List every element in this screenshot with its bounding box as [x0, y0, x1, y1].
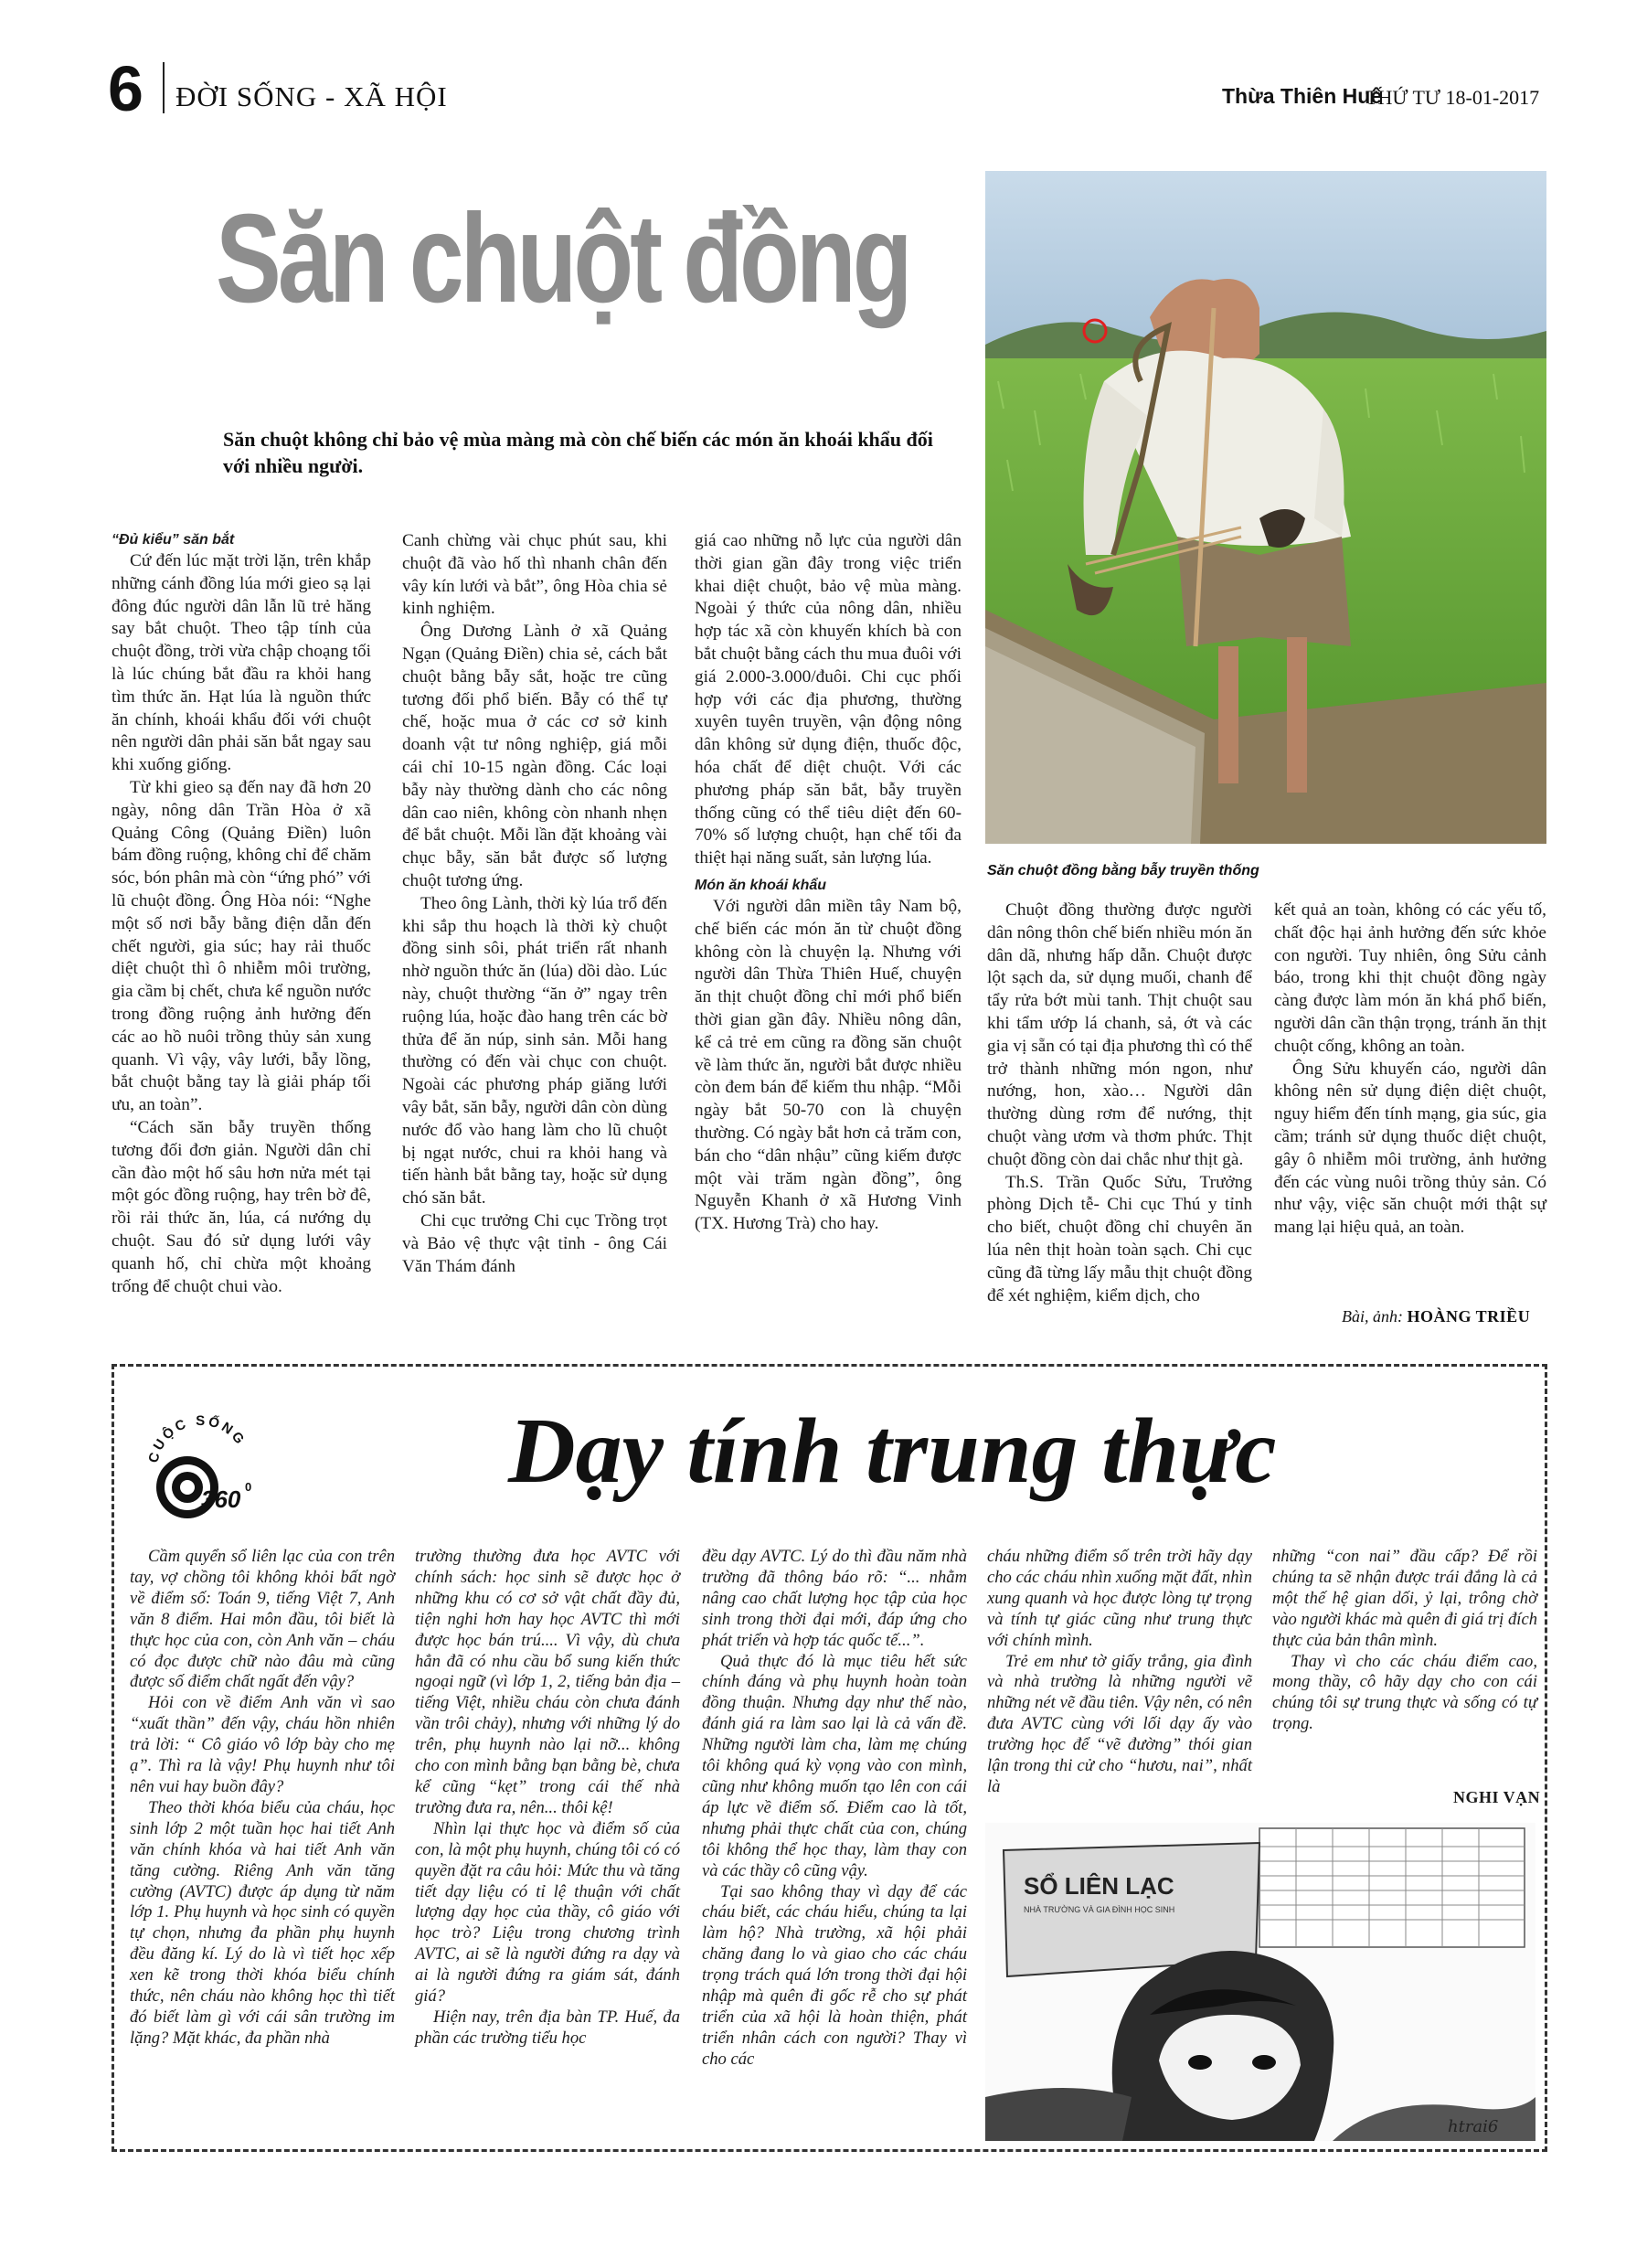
article-column-2: [402, 530, 667, 1278]
paragraph: Quả thực đó là mục tiêu hết sức chính đáng và phụ huynh hoàn toàn đồng thuận. Nhưng dạy như thế nào, đánh giá ra làm sao lại là cả vấn đề. Những người làm cha, làm mẹ chúng tôi không quá kỳ vọng vào con mình, cũng như không muốn tạo lên con cái áp lực về điểm số. Điểm cao là tốt, nhưng phải thực chất của con, chúng tôi không thể học thay, làm thay con và các thầy cô cũng vậy.: [702, 1651, 967, 1880]
author-name: HOÀNG TRIỀU: [1407, 1307, 1531, 1326]
notebook-subtitle: NHÀ TRƯỜNG VÀ GIA ĐÌNH HỌC SINH: [1024, 1905, 1175, 1914]
section-title: ĐỜI SỐNG - XÃ HỘI: [175, 80, 448, 112]
header-divider: [163, 62, 165, 113]
paragraph: Hiện nay, trên địa bàn TP. Huế, đa phần các trường tiểu học: [415, 2007, 680, 2048]
paragraph: cháu những điểm số trên trời hãy dạy cho các cháu nhìn xuống mặt đất, nhìn xung quanh và học được lòng tự trọng và tính tự giác cũng như trung thực với chính mình.: [987, 1547, 1252, 1650]
article-column-3: [695, 530, 962, 1236]
paragraph: Ông Sửu khuyến cáo, người dân không nên sử dụng điện diệt chuột, nguy hiểm đến tính mạng, gia súc, gia cầm; tránh sử dụng thuốc diệt chuột, gây ô nhiễm môi trường, ảnh hưởng đến các vùng nuôi trồng thủy sản. Có như vậy, việc săn chuột mới thật sự mang lại hiệu quả, an toàn.: [1274, 1059, 1546, 1238]
logo-number: 360: [201, 1485, 241, 1513]
column-text-3: [702, 1547, 967, 2071]
column-headline: Dạy tính trung thực: [508, 1400, 1277, 1503]
cuoc-song-360-logo: [137, 1396, 265, 1524]
article-lead: Săn chuột không chỉ bảo vệ mùa màng mà còn chế biến các món ăn khoái khẩu đối với nhiều người.: [223, 428, 933, 477]
article-column-4: [987, 900, 1252, 1307]
article-column-5: [1274, 900, 1546, 1240]
paragraph: Canh chừng vài chục phút sau, khi chuột đã vào hố thì nhanh chân đến vây kín lưới và bắt”, ông Hòa chia sẻ kinh nghiệm.: [402, 531, 667, 619]
paragraph: những “con nai” đầu cấp? Để rồi chúng ta sẽ nhận được trái đắng là cả một thế hệ gian dối, ỷ lại, trông chờ vào người khác mà quên đi giá trị đích thực của bản thân mình.: [1272, 1547, 1537, 1650]
paragraph: Theo ông Lành, thời kỳ lúa trổ đến khi sắp thu hoạch là thời kỳ chuột đồng sinh sôi, phát triển rất nhanh nhờ nguồn thức ăn (lúa) dồi dào. Lúc này, chuột thường “ăn ở” ngay trên ruộng lúa, hoặc đào hang trên các bờ thửa để ăn núp, sinh sản. Mỗi hang thường có đến vài chục con chuột. Ngoài các phương pháp giăng lưới vây bắt, săn bẫy, người dân còn dùng nước đổ vào hang làm cho lũ chuột bị ngạt nước, chui ra khỏi hang và tiến hành bắt bằng tay, hoặc sử dụng chó săn bắt.: [402, 893, 667, 1209]
svg-text:CUỘC SỐNG: [145, 1413, 249, 1464]
page-number: 6: [108, 53, 143, 124]
column-text-5: [1272, 1547, 1537, 1735]
rat-hunting-photo: [985, 171, 1546, 844]
paragraph: Tại sao không thay vì dạy để các cháu biết, các cháu hiểu, chúng ta lại làm hộ? Nhà trường, xã hội phải chăng đang lo và giao cho các cháu trọng trách quá lớn trong thời đại hội nhập mà quên đi gốc rễ cho sự phát triển của xã hội là hoàn thiện, phát triển nhân cách con người? Thay vì cho các: [702, 1881, 967, 2069]
paragraph: Từ khi gieo sạ đến nay đã hơn 20 ngày, nông dân Trần Hòa ở xã Quảng Công (Quảng Điền) luôn bám đồng ruộng, không chỉ để chăm sóc, bón phân mà còn “ứng phó” với lũ chuột đồng. Ông Hòa nói: “Nghe một số nơi bẫy bằng điện dẫn đến chết người, gia súc; hay rải thuốc diệt chuột thì ô nhiễm môi trường, gia cầm bị chết, chưa kể nguồn nước trong đồng ruộng ảnh hưởng đến các ao hồ nuôi trồng thủy sản xung quanh. Vì vậy, vây lưới, bẫy lồng, bắt chuột bằng tay là giải pháp tối ưu, an toàn”.: [112, 777, 371, 1115]
paragraph: Hỏi con về điểm Anh văn vì sao “xuất thần” đến vậy, cháu hồn nhiên trả lời: “ Cô giáo vô lớp bày cho mẹ ạ”. Thì ra là vậy! Phụ huynh như tôi nên vui hay buồn đây?: [130, 1693, 395, 1796]
paragraph: Theo thời khóa biểu của cháu, học sinh lớp 2 một tuần học hai tiết Anh văn chính khóa và hai tiết Anh văn tăng cường. Riêng Anh văn tăng cường (AVTC) được áp dụng từ năm lớp 1. Phụ huynh và học sinh có quyền tự chọn, nhưng đa phần phụ huynh đều đăng kí. Lý do là vì tiết học xếp xen kẽ trong thời khóa biểu chính thức, nên cháu nào không học thì tiết đó biết làm gì với cái sân trường im lặng? Mặt khác, đa phần nhà: [130, 1797, 395, 2048]
logo-arc-text: CUỘC SỐNG: [145, 1412, 250, 1465]
paragraph: giá cao những nỗ lực của người dân thời gian gần đây trong việc triển khai diệt chuột, bảo vệ mùa màng. Ngoài ý thức của nông dân, nhiều hợp tác xã còn khuyến khích bà con bắt chuột bằng cách thu mua đuôi với giá 2.000-3.000/đuôi. Chi cục phối hợp với các địa phương, thường xuyên tuyên truyền, vận động nông dân không sử dụng điện, thuốc độc, hóa chất để diệt chuột. Với các phương pháp săn bắt, bẫy truyền thống cũng có thể tiêu diệt đến 60-70% số lượng chuột, hạn chế tối đa thiệt hại năng suất, sản lượng lúa.: [695, 531, 962, 868]
report-book-illustration: [985, 1823, 1535, 2141]
paragraph: Chi cục trưởng Chi cục Trồng trọt và Bảo vệ thực vật tỉnh - ông Cái Văn Thám đánh: [402, 1210, 667, 1276]
column-text-1: [130, 1547, 395, 2050]
logo-degree: 0: [245, 1480, 252, 1494]
paragraph: Cầm quyển sổ liên lạc của con trên tay, vợ chồng tôi không khỏi bất ngờ về điểm số: Toán 9, tiếng Việt 7, Anh văn 8 điểm. Hai môn đầu, tôi biết là thực học của con, còn Anh văn – cháu có đọc được chữ nào đâu mà cũng được số điểm chất ngất đến vậy?: [130, 1547, 395, 1692]
column-text-4: [987, 1547, 1252, 1798]
paragraph: Thay vì cho các cháu điểm cao, mong thầy, cô hãy dạy cho con cái chúng tôi sự trung thực và sống có tự trọng.: [1272, 1651, 1537, 1734]
article-column-1: [112, 530, 371, 1298]
paragraph: Trẻ em như tờ giấy trắng, gia đình và nhà trường là những người vẽ những nét vẽ đầu tiên. Vậy nên, có nên đưa AVTC cùng với lối dạy ấy vào trường học để “vẽ đường” thói gian lận trong thi cử cho “hươu, nai”, nhất là: [987, 1651, 1252, 1796]
artist-signature: htrai6: [1448, 2117, 1499, 2136]
newspaper-name: Thừa Thiên Huế: [1222, 84, 1383, 108]
column-text-2: [415, 1547, 680, 2050]
paragraph: “Cách săn bẫy truyền thống tương đối đơn giản. Người dân chỉ cần đào một hố sâu hơn nửa mét tại một góc đồng ruộng, hay trên bờ đê, rồi rải thức ăn, lúa, cá nướng dụ chuột. Sau đó sử dụng lưới vây quanh hố, chỉ chừa một khoảng trống để chuột chui vào.: [112, 1117, 371, 1296]
paragraph: Cứ đến lúc mặt trời lặn, trên khắp những cánh đồng lúa mới gieo sạ lại đông đúc người dân lẫn lũ trẻ hăng say bắt chuột. Theo tập tính của chuột đồng, trời vừa chập choạng tối là lúc chúng bắt đầu ra khỏi hang tìm thức ăn. Hạt lúa là nguồn thức ăn chính, khoái khẩu đối với chuột nên người dân phải săn bắt ngay sau khi xuống giống.: [112, 551, 371, 775]
column-byline: NGHI VẠN: [1453, 1788, 1541, 1806]
article-byline: [1342, 1307, 1530, 1326]
paragraph: trường thường đưa học AVTC với chính sách: học sinh sẽ được học ở những khu có cơ sở vật chất đầy đủ, tiện nghi hơn hay học AVTC thì mới được học bán trú.... Vì vậy, dù chưa hẳn đã có nhu cầu bổ sung kiến thức ngoại ngữ (vì lớp 1, 2, tiếng bản địa – tiếng Việt, nhiều cháu còn chưa đánh vần trôi chảy), nhưng với những lý do trên, phụ huynh nào lại nỡ... không cho con mình bằng bạn bằng bè, chưa kể cũng “kẹt” trong cái thế nhà trường đưa ra, nên... thôi kệ!: [415, 1547, 680, 1817]
issue-date: THỨ TƯ 18-01-2017: [1365, 86, 1540, 109]
paragraph: Nhìn lại thực học và điểm số của con, là một phụ huynh, chúng tôi có có quyền đặt ra câu hỏi: Mức thu và tăng tiết dạy liệu có tỉ lệ thuận với chất lượng dạy học của thầy, cô giáo với học trò? Liệu trong chương trình AVTC, ai sẽ là người đứng ra dạy và ai là người đứng ra giám sát, đánh giá?: [415, 1818, 680, 2007]
notebook-title: SỔ LIÊN LẠC: [1024, 1872, 1174, 1900]
paragraph: Với người dân miền tây Nam bộ, chế biến các món ăn từ chuột đồng không còn là chuyện lạ. Nhưng với người dân Thừa Thiên Huế, chuyện ăn thịt chuột đồng chỉ mới phổ biến thời gian gần đây. Nhiều nông dân, kể cả trẻ em cũng ra đồng săn chuột về làm thức ăn, người bắt được nhiều còn đem bán để kiếm thu nhập. “Mỗi ngày bắt 50-70 con là chuyện thường. Có ngày bắt hơn cả trăm con, bán cho “dân nhậu” cũng kiếm được một vài trăm ngàn đồng”, ông Nguyễn Khanh ở xã Hương Vinh (TX. Hương Trà) cho hay.: [695, 896, 962, 1234]
paragraph: đều dạy AVTC. Lý do thì đầu năm nhà trường đã thông báo rõ: “... nhằm nâng cao chất lượng học tập của học sinh trong thời đại mới, đáp ứng cho phát triển và hợp tác quốc tế...”.: [702, 1547, 967, 1650]
subheading: “Đủ kiểu” săn bắt: [112, 532, 235, 548]
paragraph: Ông Dương Lành ở xã Quảng Ngạn (Quảng Điền) chia sẻ, cách bắt chuột bằng bẫy sắt, hoặc tre cũng tương đối phổ biến. Bẫy có thể tự chế, hoặc mua ở các cơ sở kinh doanh vật tư nông nghiệp, giá mỗi cái chỉ 10-15 ngàn đồng. Các loại bẫy này thường dành cho các nông dân cao niên, không còn nhanh nhẹn để bắt chuột. Mỗi lần đặt khoảng vài chục bẫy, săn bắt được số lượng chuột tương ứng.: [402, 622, 667, 890]
photo-caption: Săn chuột đồng bằng bẫy truyền thống: [987, 863, 1259, 878]
byline-label: Bài, ảnh:: [1342, 1307, 1403, 1326]
article-headline: Săn chuột đồng: [216, 188, 909, 329]
subheading: Món ăn khoái khẩu: [695, 877, 827, 893]
paragraph: kết quả an toàn, không có các yếu tố, chất độc hại ảnh hưởng đến sức khỏe con người. Tuy nhiên, ông Sửu cảnh báo, trong khi thịt chuột đồng ngày càng được làm món ăn khá phổ biến, người dân cần thận trọng, tránh ăn thịt chuột cống, không an toàn.: [1274, 900, 1546, 1056]
paragraph: Chuột đồng thường được người dân nông thôn chế biến nhiều món ăn dân dã, nhưng hấp dẫn. Chuột được lột sạch da, sử dụng muối, chanh để tẩy rửa bớt mùi tanh. Thịt chuột sau khi tẩm ướp lá chanh, sả, ớt và các gia vị sẵn có tại địa phương thì có thể trở thành những món ngon, như nướng, hon, xào… Người dân thường dùng rơm để nướng, thịt chuột vàng ươm và thơm phức. Thịt chuột đồng còn dai chắc như thịt gà.: [987, 900, 1252, 1169]
paragraph: Th.S. Trần Quốc Sửu, Trưởng phòng Dịch tễ- Chi cục Thú y tỉnh cho biết, chuột đồng chỉ chuyên ăn lúa nên thịt hoàn toàn sạch. Chi cục cũng đã từng lấy mẫu thịt chuột đồng để xét nghiệm, kiểm dịch, cho: [987, 1172, 1252, 1305]
